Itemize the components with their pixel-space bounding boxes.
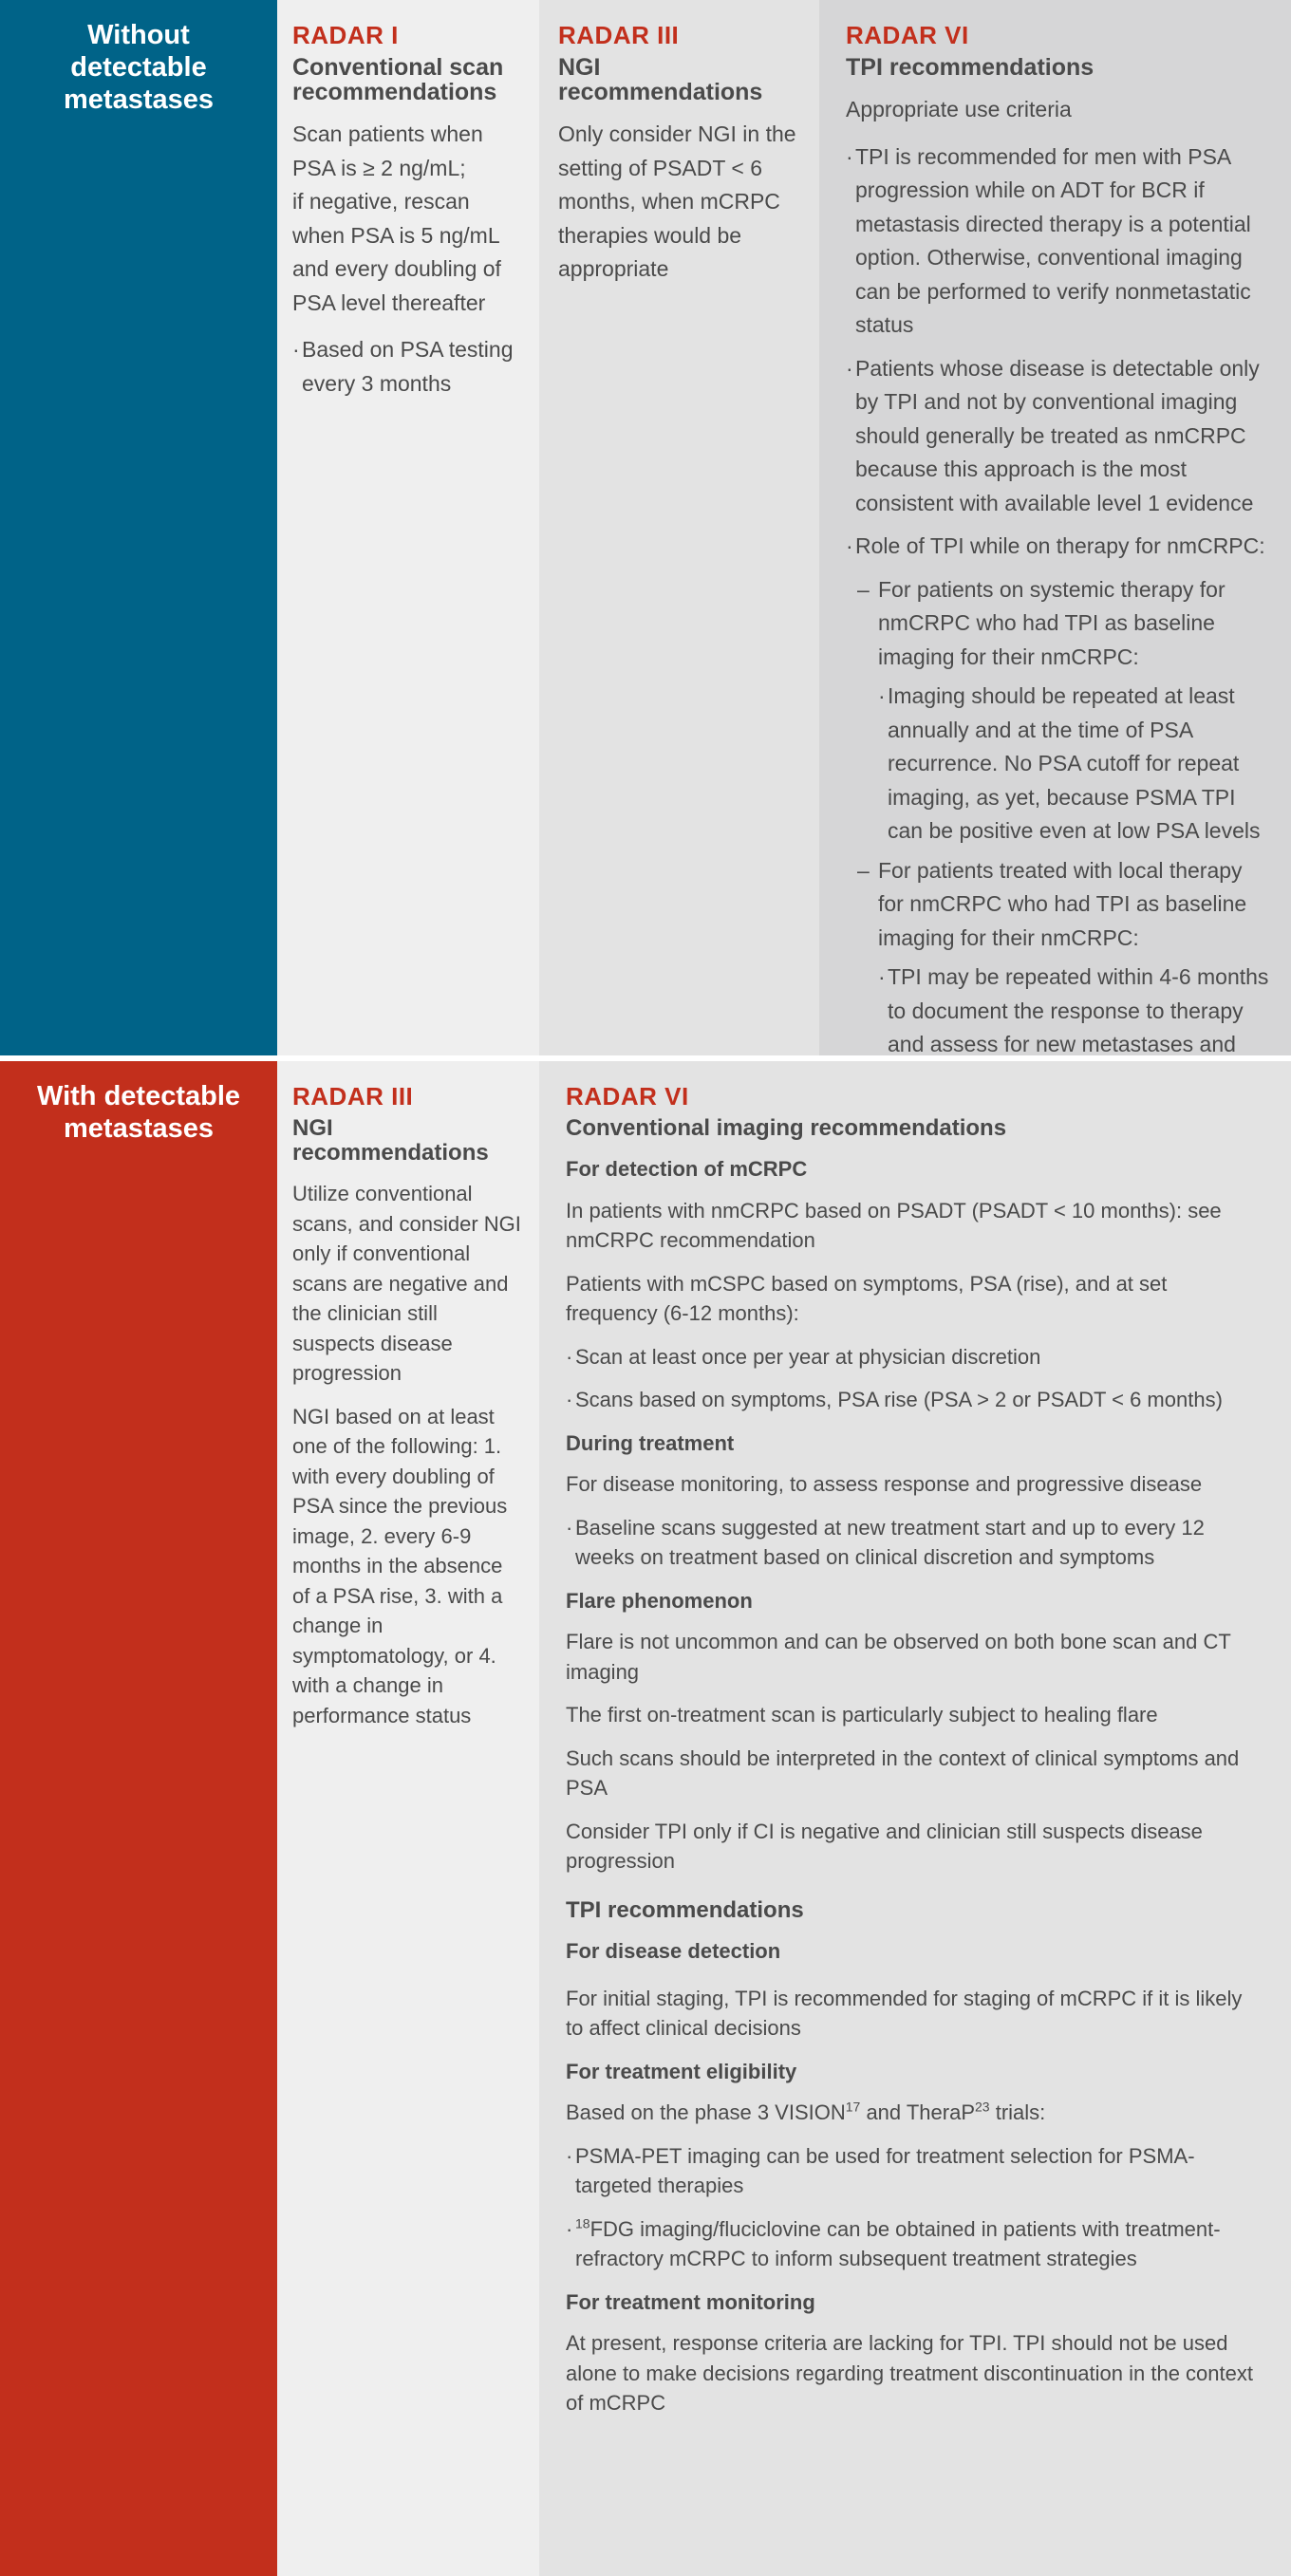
paragraph: NGI based on at least one of the following: 1. with every doubling of PSA since the previous image, 2. every 6-9 months in the absence of a PSA rise, 3. with a change in symptomatology, or 4. with a change in performance status (292, 1404, 508, 1727)
radar-title: RADAR III (292, 1082, 414, 1111)
bullet-item: · Based on PSA testing every 3 months (292, 333, 524, 401)
radar-title: RADAR VI (846, 21, 969, 49)
radar-iii-column (277, 1061, 539, 2576)
subheading: For treatment monitoring (566, 2289, 815, 2314)
row-label-text: Without detectable metastases (64, 20, 214, 115)
paragraph: Appropriate use criteria (846, 97, 1072, 121)
superscript: 23 (975, 2099, 990, 2115)
row-without-metastases (0, 0, 1291, 1059)
column-heading: Conventional scan recommendations (292, 54, 504, 105)
section-heading: TPI recommendations (566, 1896, 804, 1923)
subheading: During treatment (566, 1430, 735, 1455)
paragraph: Patients with mCSPC based on symptoms, PSA (rise), and at set frequency (6-12 months): (566, 1271, 1168, 1325)
paragraph-trials (566, 2098, 1253, 2128)
column-heading: NGI recommendations (292, 1115, 489, 1166)
sub-bullet-item: · TPI may be repeated within 4-6 months to document the response to therapy and assess for new metastases and (878, 961, 1272, 1095)
row-label-without-metastases (0, 0, 277, 1055)
paragraph: Consider TPI only if CI is negative and clinician still suspects disease progression (566, 1819, 1203, 1873)
dash-item: – For patients on systemic therapy for nmCRPC who had TPI as baseline imaging for their nmCRPC: (857, 573, 1272, 675)
subheading: For treatment eligibility (566, 2059, 797, 2083)
radar-title: RADAR III (558, 21, 680, 49)
subheading: Flare phenomenon (566, 1588, 753, 1613)
text-fragment: and TheraP (860, 2100, 976, 2124)
row-label-text: With detectable metastases (36, 1081, 241, 1144)
sub-bullet-item: · Imaging should be repeated at least annually and at the time of PSA recurrence. No PSA cutoff for repeat imaging, as yet, because PSMA TPI can be positive even at low PSA levels (878, 680, 1272, 849)
radar-vi-column (539, 1061, 1291, 2576)
paragraph: At present, response criteria are lacking for TPI. TPI should not be used alone to make decisions regarding treatment discontinuation in the context of mCRPC (566, 2331, 1253, 2415)
paragraph: Only consider NGI in the setting of PSADT < 6 months, when mCRPC therapies would be appropriate (558, 121, 796, 281)
column-heading: TPI recommendations (846, 54, 1095, 81)
column-heading: Conventional imaging recommendations (566, 1115, 1007, 1141)
bullet-item: · Patients whose disease is detectable only by TPI and not by conventional imaging should generally be treated as nmCRPC because this approach is the most consistent with available level 1 evidence (846, 352, 1272, 521)
text-fragment: Based on the phase 3 VISION (566, 2100, 846, 2124)
row-label-with-metastases (0, 1061, 277, 2576)
paragraph: The first on-treatment scan is particularly subject to healing flare (566, 1703, 1158, 1727)
paragraph: In patients with nmCRPC based on PSADT (PSADT < 10 months): see nmCRPC recommendation (566, 1198, 1222, 1252)
radar-iii-column (539, 0, 819, 1055)
column-heading: NGI recommendations (558, 54, 763, 105)
radar-i-column (277, 0, 539, 1055)
paragraph: if negative, rescan when PSA is 5 ng/mL and every doubling of PSA level thereafter (292, 189, 501, 315)
paragraph: Utilize conventional scans, and consider NGI only if conventional scans are negative and the clinician still suspects disease progression (292, 1182, 521, 1385)
text-fragment: trials: (989, 2100, 1046, 2124)
bullet-item: · TPI is recommended for men with PSA progression while on ADT for BCR if metastasis directed therapy is a potential option. Otherwise, conventional imaging can be performed to verify nonmetastatic status (846, 140, 1272, 343)
text-fragment: FDG imaging/fluciclovine can be obtained in patients with treatment-refractory mCRPC to inform subsequent treatment strategies (575, 2216, 1221, 2270)
radar-vi-column (819, 0, 1291, 1055)
paragraph: Flare is not uncommon and can be observed on both bone scan and CT imaging (566, 1630, 1231, 1684)
dash-item: – For patients treated with local therapy for nmCRPC who had TPI as baseline imaging for their nmCRPC: (857, 854, 1272, 956)
bullet-item: · Scans based on symptoms, PSA rise (PSA > 2 or PSADT < 6 months) (566, 1385, 1253, 1415)
subheading: For detection of mCRPC (566, 1157, 808, 1181)
bullet-item: · Scan at least once per year at physician discretion (566, 1342, 1253, 1372)
paragraph: Scan patients when PSA is ≥ 2 ng/mL; (292, 121, 483, 180)
row-with-metastases (0, 1061, 1291, 2576)
radar-title: RADAR VI (566, 1082, 689, 1111)
bullet-item: · Baseline scans suggested at new treatment start and up to every 12 weeks on treatment based on clinical discretion and symptoms (566, 1513, 1253, 1573)
paragraph: For initial staging, TPI is recommended for staging of mCRPC if it is likely to affect clinical decisions (566, 1986, 1243, 2040)
subheading: For disease detection (566, 1939, 781, 1963)
superscript: 17 (845, 2099, 861, 2115)
bullet-item: · Role of TPI while on therapy for nmCRPC: (846, 530, 1272, 564)
bullet-item: · PSMA-PET imaging can be used for treatment selection for PSMA-targeted therapies (566, 2141, 1253, 2201)
superscript: 18 (575, 2215, 590, 2231)
paragraph: Such scans should be interpreted in the context of clinical symptoms and PSA (566, 1745, 1240, 1800)
radar-title: RADAR I (292, 21, 399, 49)
paragraph: For disease monitoring, to assess response and progressive disease (566, 1472, 1203, 1496)
bullet-item (566, 2214, 1253, 2274)
